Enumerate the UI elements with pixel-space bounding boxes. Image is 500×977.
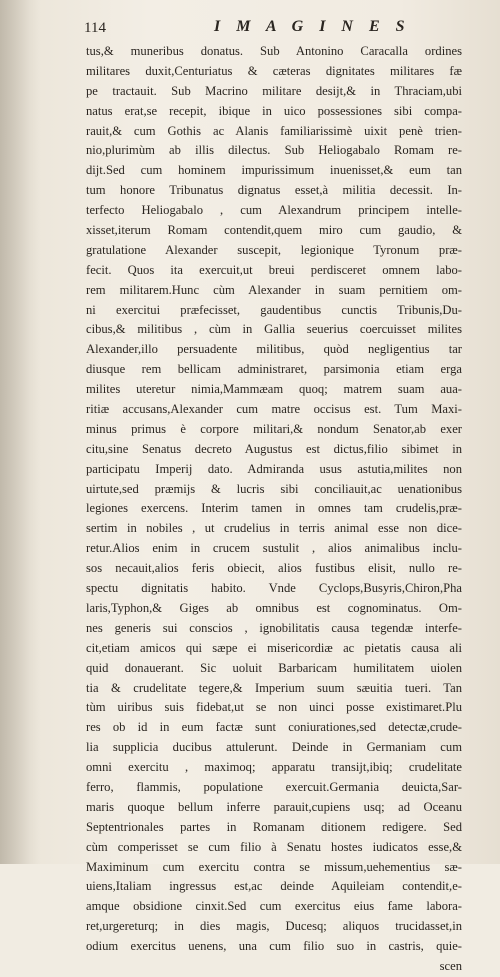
- text-line: lia supplicia ducibus attulerunt. Deinde in Germaniam cum: [86, 740, 462, 755]
- text-line: milites uteretur nimia,Mammæam quoq; matrem suam aua-: [86, 382, 462, 397]
- text-line: rem militarem.Hunc cùm Alexander in suam pernitiem om-: [86, 282, 462, 297]
- text-line: cibus,& militibus , cùm in Gallia seuerius coercuisset milites: [86, 322, 462, 337]
- text-line: maris quoque bellum inferre parauit,cupiens usq; ad Oceanu: [86, 799, 462, 814]
- text-line: legiones exercens. Interim tamen in omnes tam crudelis,præ-: [86, 501, 462, 516]
- text-line: tùm uiribus suis fidebat,ut se non uinci posse existimaret.Plu: [86, 700, 462, 715]
- text-line: Maximinum cum exercitu contra se missum,uehementius sæ-: [86, 859, 462, 874]
- text-line: Alexander,illo persuadente militibus, quòd negligentius tar: [86, 342, 462, 357]
- text-line: sertim in nobiles , ut crudelius in terris animal esse non dice-: [86, 521, 462, 536]
- text-line: quid donauerant. Sic uoluit Barbaricam humilitatem uiolen: [86, 660, 462, 675]
- text-line: ritiæ accusans,Alexander cum matre occisus est. Tum Maxi-: [86, 402, 462, 417]
- text-line: sos necauit,alios feris obiecit, alios fustibus elisit, nullo re-: [86, 561, 462, 576]
- text-line: participatu Imperij dato. Admiranda usus astutia,milites non: [86, 461, 462, 476]
- text-line: odium exercitus uenens, una cum filio suo in castris, quie-: [86, 939, 462, 954]
- page-header: [84, 18, 464, 40]
- text-line: tus,& muneribus donatus. Sub Antonino Caracalla ordines: [86, 44, 462, 58]
- text-line: omni exercitu , maximoq; apparatu transijt,ibiq; crudelitate: [86, 760, 462, 775]
- text-line: spectu dignitatis habito. Vnde Cyclops,Busyris,Chiron,Pha: [86, 581, 462, 596]
- text-line: diusque rem bellicam administraret, parsimonia etiam erga: [86, 362, 462, 377]
- text-line: dijt.Sed cum hominem impurissimum inuenisset,& eum tan: [86, 163, 462, 178]
- body-text: [86, 42, 462, 977]
- text-line: tia & crudelitate tegere,& Imperium suum sæuitia tueri. Tan: [86, 680, 462, 695]
- running-head: I M A G I N E S: [214, 18, 411, 35]
- gutter-shadow: [0, 0, 40, 864]
- text-line: nes generis sui conscios , ignobilitatis causa tegendæ interfe-: [86, 620, 462, 635]
- page-number: 114: [84, 20, 106, 36]
- text-line: minus primus è corpore militari,& nondum Senator,ab exer: [86, 421, 462, 436]
- text-line: militares duxit,Centuriatus & cæteras dignitates militares fæ: [86, 63, 462, 78]
- text-line: rauit,& cum Gothis ac Alanis familiarissimè uixit penè trien-: [86, 123, 462, 138]
- text-line: cùm comperisset se cum filio à Senatu hostes iudicatos esse,&: [86, 839, 462, 854]
- text-line: pe tractauit. Sub Macrino militare desijt,& in Thraciam,ubi: [86, 83, 462, 98]
- text-line: uirtute,sed præmijs & lucris sibi conciliauit,ac uenationibus: [86, 481, 462, 496]
- text-line: ferro, flammis, populatione exercuit.Germania deuicta,Sar-: [86, 779, 462, 794]
- text-line: Septentrionales partes in Romanam ditionem redigere. Sed: [86, 819, 462, 834]
- text-line: terfecto Heliogabalo , cum Alexandrum principem intelle-: [86, 203, 462, 218]
- text-line: laris,Typhon,& Giges ab omnibus est cognominatus. Om-: [86, 600, 462, 615]
- text-line: scen: [439, 958, 462, 973]
- text-line: gratulatione Alexander suscepit, legionique Tyronum præ-: [86, 242, 462, 257]
- text-line: citu,sine Senatus decreto Augustus est dictus,filio sibimet in: [86, 441, 462, 456]
- text-line: res ob id in eum factæ sunt coniurationes,sed detectæ,crude-: [86, 720, 462, 735]
- text-line: cit,etiam amicos qui sæpe ei misericordiæ ac pietatis causa ali: [86, 640, 462, 655]
- text-line: retur.Alios enim in crucem sustulit , alios animalibus inclu-: [86, 541, 462, 556]
- text-line: ret,urgereturq; in dies magis, Ducesq; aliquos trucidasset,in: [86, 919, 462, 934]
- text-line: ni exercitui præfecisset, gaudentibus cunctis Tribunis,Du-: [86, 302, 462, 317]
- text-line: xisset,iterum Romam contendit,quem miro cum gaudio, &: [86, 223, 462, 238]
- text-line: amque obsidione cinxit.Sed cum exercitus eius fame labora-: [86, 899, 462, 914]
- text-line: uiens,Italiam ingressus est,ac deinde Aquileiam contendit,e-: [86, 879, 462, 894]
- text-line: fecit. Quos ita exercuit,ut breui perdisceret omnem labo-: [86, 262, 462, 277]
- text-line: natus erat,se recepit, ibique in uico possessiones sibi compa-: [86, 103, 462, 118]
- text-line: nio,plurimùm ab illis dilectus. Sub Heliogabalo Romam re-: [86, 143, 462, 158]
- text-line: tum honore Tribunatus dignatus esset,à militia decessit. In-: [86, 183, 462, 198]
